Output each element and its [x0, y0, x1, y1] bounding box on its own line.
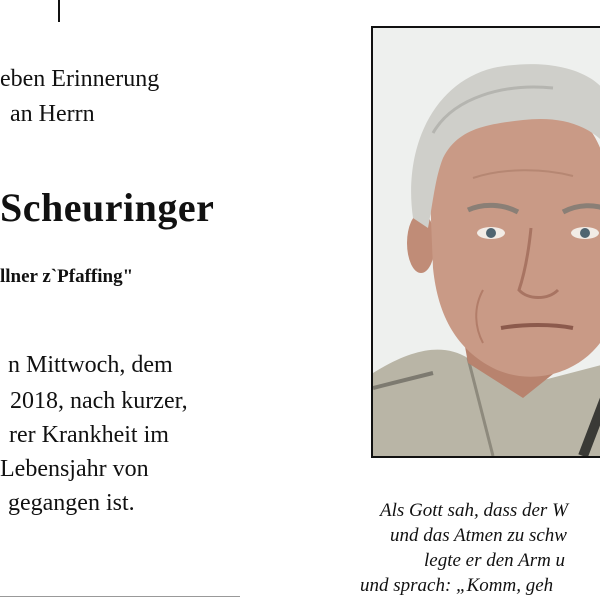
portrait-image	[373, 28, 600, 456]
announcement-line-4: Lebensjahr von	[0, 456, 149, 482]
poem-line-1: Als Gott sah, dass der W	[380, 500, 568, 521]
announcement-line-1: n Mittwoch, dem	[8, 352, 173, 378]
poem-line-3: legte er den Arm u	[424, 550, 566, 571]
poem-line-4: und sprach: „Komm, geh	[360, 575, 554, 596]
announcement-line-5: gegangen ist.	[8, 490, 135, 516]
announcement-line-2: 2018, nach kurzer,	[10, 388, 188, 414]
announcement-line-3: rer Krankheit im	[9, 422, 169, 448]
intro-line-1: eben Erinnerung	[0, 66, 160, 92]
deceased-nickname: llner z`Pfaffing"	[0, 266, 134, 287]
intro-line-2: an Herrn	[10, 101, 95, 127]
portrait-photo	[371, 26, 600, 458]
deceased-surname: Scheuringer	[0, 185, 215, 230]
poem-line-2: und das Atmen zu schw	[390, 525, 567, 546]
bottom-divider	[0, 596, 240, 597]
top-divider	[58, 0, 60, 22]
